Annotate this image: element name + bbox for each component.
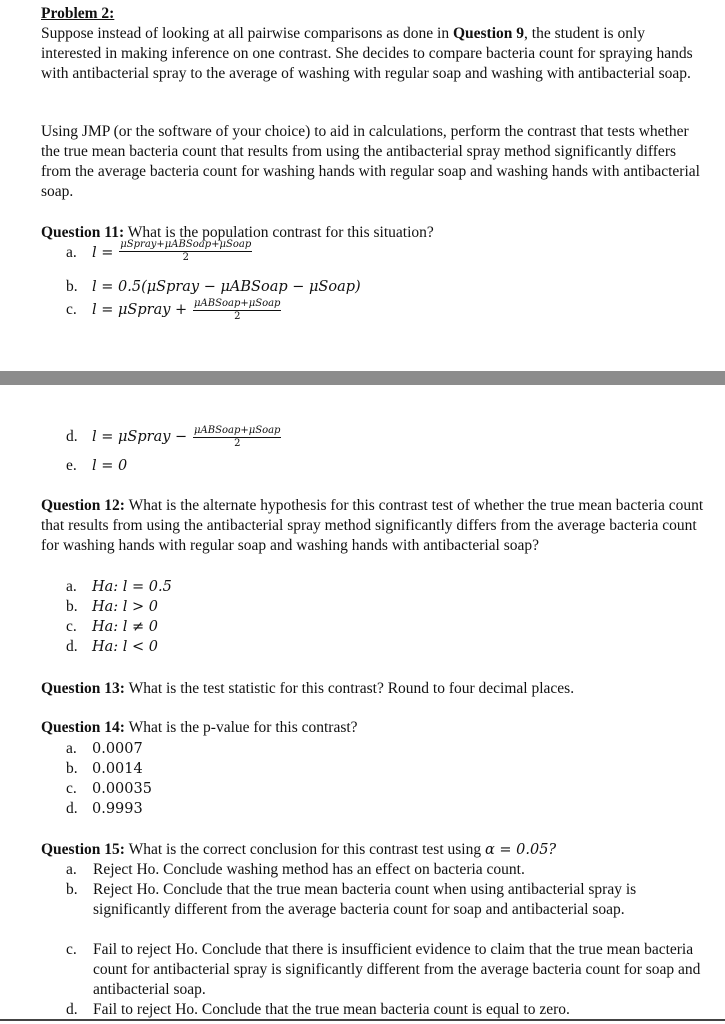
q14-option-d <box>66 799 143 819</box>
q15-d-letter: d. <box>66 1001 78 1018</box>
q13-label: Question 13: <box>41 680 125 697</box>
page-divider <box>0 371 725 385</box>
q11-label: Question 11: <box>41 224 125 241</box>
q12-b-letter: b. <box>66 598 78 615</box>
q14-option-b <box>66 759 143 779</box>
q14-d-text: 0.9993 <box>92 801 143 817</box>
q11-b-expr: l = 0.5(μSpray − μABSoap − μSoap) <box>92 279 361 295</box>
q15-b-letter: b. <box>66 881 78 898</box>
q11-text: What is the population contrast for this situation? <box>124 224 434 241</box>
page-bottom-edge <box>0 1019 725 1021</box>
problem-text-2: , the student is only interested in making inference on one contrast. She decides to compare bacteria count for spraying hands with antibacterial spray to the average of washing with regular soap and washing with antibacterial soap. <box>41 25 693 82</box>
q11-c-denominator: 2 <box>234 311 241 322</box>
q12-text: What is the alternate hypothesis for this contrast test of whether the true mean bacteria count that results from using the antibacterial spray method significantly differs from the average bacteria count for washing hands with regular soap and washing hands with antibacterial soap? <box>41 497 704 554</box>
q11-d-numerator: μABSoap+μSoap <box>194 425 281 436</box>
q14-b-text: 0.0014 <box>92 761 143 777</box>
q15-d-text: Fail to reject Ho. Conclude that the true mean bacteria count is equal to zero. <box>93 1001 570 1018</box>
q14-a-text: 0.0007 <box>92 741 143 757</box>
q12-a-letter: a. <box>66 578 77 595</box>
q14-b-letter: b. <box>66 760 78 777</box>
q14-option-c <box>66 779 152 799</box>
q12-d-expr: Ha: l < 0 <box>92 639 159 655</box>
q11-c-numerator: μABSoap+μSoap <box>194 298 281 309</box>
q14-prompt <box>41 718 706 738</box>
q15-text: What is the correct conclusion for this contrast test using <box>124 841 485 858</box>
q15-a-text: Reject Ho. Conclude washing method has an effect on bacteria count. <box>93 861 525 878</box>
q11-option-b <box>66 277 361 297</box>
q14-label: Question 14: <box>41 719 125 736</box>
question-9-ref: Question 9 <box>452 25 525 42</box>
q12-a-expr: Ha: l = 0.5 <box>92 579 172 595</box>
q11-b-letter: b. <box>66 278 78 295</box>
q11-a-denominator: 2 <box>182 252 189 263</box>
q14-c-text: 0.00035 <box>92 781 152 797</box>
q11-option-e <box>66 456 127 476</box>
q13-prompt <box>41 679 706 699</box>
q15-label: Question 15: <box>41 841 125 858</box>
q13-text: What is the test statistic for this contrast? Round to four decimal places. <box>124 680 575 697</box>
q15-alpha: α = 0.05? <box>484 842 557 858</box>
q15-prompt <box>41 840 706 860</box>
problem-text-1: Suppose instead of looking at all pairwise comparisons as done in <box>41 25 453 42</box>
q11-c-lhs: l = μSpray + <box>92 302 188 319</box>
q11-e-expr: l = 0 <box>92 458 128 474</box>
q14-c-letter: c. <box>66 780 77 797</box>
q11-d-denominator: 2 <box>234 438 241 449</box>
q14-d-letter: d. <box>66 800 78 817</box>
q11-e-letter: e. <box>66 457 77 474</box>
q11-option-a <box>66 239 254 264</box>
q12-d-letter: d. <box>66 638 78 655</box>
q12-c-expr: Ha: l ≠ 0 <box>92 619 159 635</box>
q12-prompt <box>41 496 706 556</box>
q11-a-letter: a. <box>66 244 77 262</box>
q12-option-a <box>66 577 172 597</box>
q15-c-letter: c. <box>66 941 77 958</box>
q12-option-b <box>66 597 158 617</box>
q14-a-letter: a. <box>66 740 77 757</box>
q12-b-expr: Ha: l > 0 <box>92 599 159 615</box>
q11-a-lhs: l = <box>92 245 114 262</box>
q14-text: What is the p-value for this contrast? <box>124 719 358 736</box>
q11-d-letter: d. <box>66 428 78 446</box>
q15-a-letter: a. <box>66 861 77 878</box>
q11-a-numerator: μSpray+μABSoap+μSoap <box>120 239 252 250</box>
q15-c-text: Fail to reject Ho. Conclude that there is insufficient evidence to claim that the true mean bacteria count for antibacterial spray is significantly different from the average bacteria count for soap and antibacterial soap. <box>93 941 701 998</box>
q11-d-lhs: l = μSpray − <box>92 429 188 446</box>
q12-option-c <box>66 617 158 637</box>
problem-heading: Problem 2: <box>41 5 115 22</box>
q12-option-d <box>66 637 158 657</box>
q11-option-c <box>66 298 283 323</box>
problem-intro <box>41 4 706 84</box>
q11-option-d <box>66 425 283 450</box>
problem-instructions: Using JMP (or the software of your choice) to aid in calculations, perform the contrast that tests whether the true mean bacteria count that results from using the antibacterial spray method significantly differs from the average bacteria count for washing hands with regular soap and washing hands with antibacterial soap. <box>41 123 700 200</box>
q11-c-letter: c. <box>66 301 77 319</box>
q14-option-a <box>66 739 143 759</box>
q12-label: Question 12: <box>41 497 125 514</box>
q12-c-letter: c. <box>66 618 77 635</box>
q15-b-text: Reject Ho. Conclude that the true mean bacteria count when using antibacterial spray is significantly different from the average bacteria count for soap and antibacterial soap. <box>93 881 637 918</box>
